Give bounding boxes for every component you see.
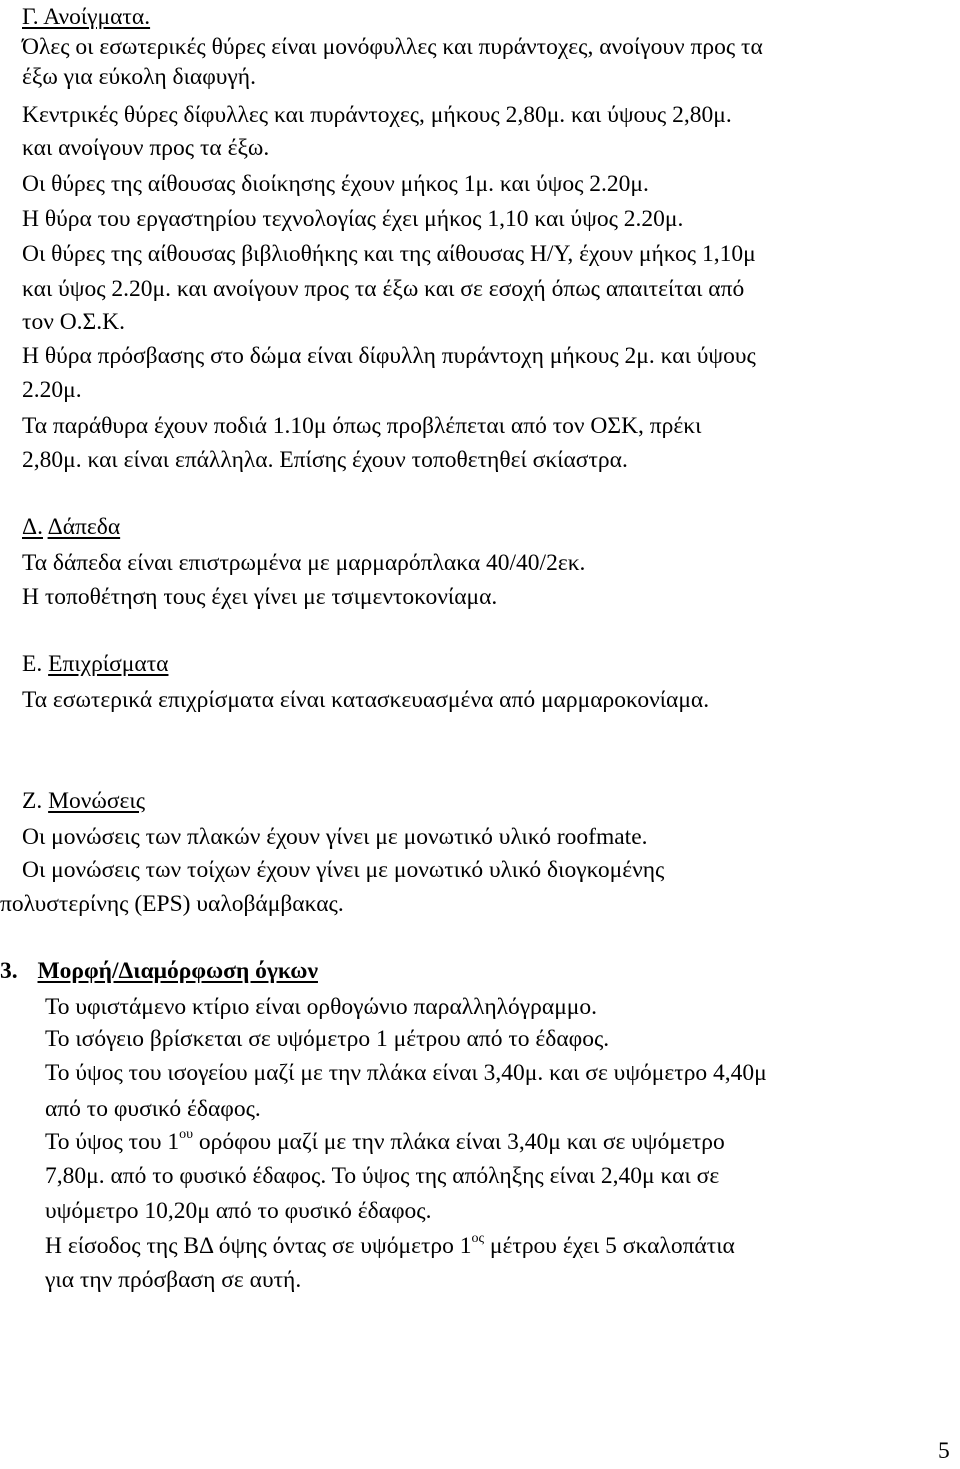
section-3-line: [45, 1128, 725, 1160]
section-3-line8-pre: Η είσοδος της ΒΔ όψης όντας σε υψόμετρο 1: [45, 1233, 472, 1259]
superscript-ordinal: ου: [179, 1127, 194, 1142]
page-number: 5: [938, 1438, 950, 1464]
section-e-prefix: Ε.: [22, 651, 43, 677]
section-3-line5-pre: Το ύψος του 1: [45, 1129, 180, 1155]
section-g-line: Οι θύρες της αίθουσας βιβλιοθήκης και της αίθουσας Η/Υ, έχουν μήκος 1,10μ: [22, 241, 756, 267]
section-z-prefix: Ζ.: [22, 788, 43, 814]
section-d-heading: [22, 513, 120, 541]
section-g-line: 2.20μ.: [22, 377, 82, 403]
section-3-line: [45, 1232, 735, 1264]
section-3-heading: [0, 957, 318, 985]
section-g-line: 2,80μ. και είναι επάλληλα. Επίσης έχουν τοποθετηθεί σκίαστρα.: [22, 447, 628, 473]
section-g-heading: Γ. Ανοίγματα.: [22, 4, 151, 30]
section-g-line: και ύψος 2.20μ. και ανοίγουν προς τα έξω και σε εσοχή όπως απαιτείται από: [22, 276, 745, 302]
section-3-line: 7,80μ. από το φυσικό έδαφος. Το ύψος της απόληξης είναι 2,40μ και σε: [45, 1163, 720, 1189]
section-e-heading: [22, 650, 168, 678]
section-3-line: υψόμετρο 10,20μ από το φυσικό έδαφος.: [45, 1198, 432, 1224]
section-d-line: Η τοποθέτηση τους έχει γίνει με τσιμεντοκονίαμα.: [22, 584, 498, 610]
section-g-line: Κεντρικές θύρες δίφυλλες και πυράντοχες, μήκους 2,80μ. και ύψους 2,80μ.: [22, 102, 732, 128]
section-g-line: Η θύρα του εργαστηρίου τεχνολογίας έχει μήκος 1,10 και ύψος 2.20μ.: [22, 206, 684, 232]
section-d-prefix: Δ.: [22, 514, 43, 540]
section-3-line: Το ύψος του ισογείου μαζί με την πλάκα είναι 3,40μ. και σε υψόμετρο 4,40μ: [45, 1060, 767, 1086]
section-z-line: Οι μονώσεις των πλακών έχουν γίνει με μονωτικό υλικό roofmate.: [22, 824, 648, 850]
section-3-number: 3.: [0, 958, 18, 984]
section-3-line: Το υφιστάμενο κτίριο είναι ορθογώνιο παραλληλόγραμμο.: [45, 994, 598, 1020]
section-g-line: έξω για εύκολη διαφυγή.: [22, 64, 256, 90]
section-z-line: Οι μονώσεις των τοίχων έχουν γίνει με μονωτικό υλικό διογκομένης: [22, 857, 665, 883]
superscript-ordinal: ος: [471, 1231, 485, 1246]
section-g-line: Τα παράθυρα έχουν ποδιά 1.10μ όπως προβλέπεται από τον ΟΣΚ, πρέκι: [22, 413, 702, 439]
section-3-line8-post: μέτρου έχει 5 σκαλοπάτια: [484, 1233, 735, 1259]
section-z-line: πολυστερίνης (EPS) υαλοβάμβακας.: [0, 891, 344, 917]
section-g-line: Η θύρα πρόσβασης στο δώμα είναι δίφυλλη πυράντοχη μήκους 2μ. και ύψους: [22, 343, 756, 369]
section-d-line: Τα δάπεδα είναι επιστρωμένα με μαρμαρόπλακα 40/40/2εκ.: [22, 550, 586, 576]
section-3-line: Το ισόγειο βρίσκεται σε υψόμετρο 1 μέτρου από το έδαφος.: [45, 1026, 610, 1052]
section-g-line: τον Ο.Σ.Κ.: [22, 309, 125, 335]
section-3-line5-post: ορόφου μαζί με την πλάκα είναι 3,40μ και σε υψόμετρο: [193, 1129, 725, 1155]
section-e-line: Τα εσωτερικά επιχρίσματα είναι κατασκευασμένα από μαρμαροκονίαμα.: [22, 687, 710, 713]
section-g-line: και ανοίγουν προς τα έξω.: [22, 135, 270, 161]
section-3-line: από το φυσικό έδαφος.: [45, 1096, 261, 1122]
section-e-title: Επιχρίσματα: [48, 651, 169, 677]
section-g-line: Όλες οι εσωτερικές θύρες είναι μονόφυλλες και πυράντοχες, ανοίγουν προς τα: [22, 34, 763, 60]
section-g-line: Οι θύρες της αίθουσας διοίκησης έχουν μήκος 1μ. και ύψος 2.20μ.: [22, 171, 649, 197]
section-3-line: για την πρόσβαση σε αυτή.: [45, 1267, 302, 1293]
section-3-title: Μορφή/Διαμόρφωση όγκων: [37, 958, 318, 984]
section-d-title: Δάπεδα: [47, 514, 121, 540]
section-z-title: Μονώσεις: [48, 788, 146, 814]
section-z-heading: [22, 787, 145, 815]
